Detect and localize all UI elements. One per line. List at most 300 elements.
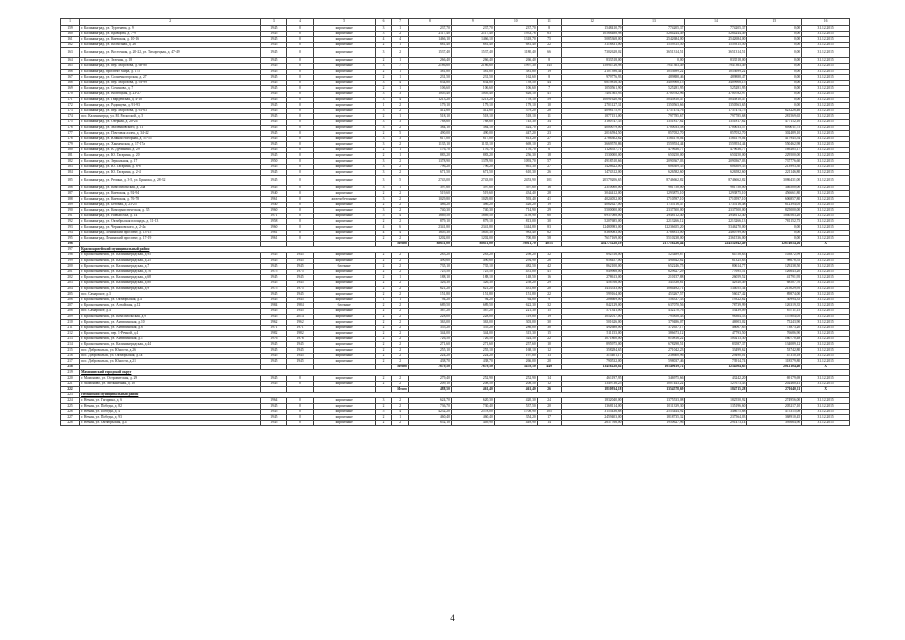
table-cell: 1433533,00 [561,286,623,292]
table-cell: 2117,40 [408,31,451,37]
table-cell: 1945 [287,348,313,354]
table-cell: 7679,50 [451,364,494,370]
table-cell: 1810934,18 [561,387,623,393]
table-cell: 62 [537,230,561,236]
table-cell: 63 [537,31,561,37]
table-cell: 344,00 [408,331,451,337]
table-cell: 2186,60 [451,63,494,69]
table-cell: 1 [392,114,409,120]
table-cell: кирпичные [313,119,375,125]
table-cell: 80614,77 [685,264,747,270]
table-cell: 31.12.2015 [802,114,850,120]
table-cell: 494642,82 [623,258,685,264]
table-cell: 486,20 [451,202,494,208]
table-cell: 0 [287,185,313,191]
table-cell: 3 [375,91,392,97]
table-cell: 271640,11 [747,387,802,393]
table-cell: 1945 [261,37,287,43]
table-cell: 621,20 [451,286,494,292]
table-cell: 1050561,90 [561,86,623,92]
table-cell: 31.12.2015 [802,297,850,303]
table-cell: 1029,80 [451,197,494,203]
table-cell: кирпичные [313,136,375,142]
table-cell: 681,40 [451,42,494,48]
table-cell: 31.12.2015 [802,147,850,153]
row-number: 221 [61,381,80,387]
table-cell: 1537,40 [451,48,494,58]
table-cell: 2337500,00 [685,208,747,214]
table-cell: 2 [392,320,409,326]
row-number: 223 [61,392,80,398]
table-cell: 31.12.2015 [802,320,850,326]
table-cell: 1945 [261,80,287,86]
table-cell: 3118831,00 [561,42,623,48]
table-cell: 449,90 [494,420,537,426]
table-cell: 1945 [287,308,313,314]
table-cell: 626,10 [494,91,537,97]
table-cell: 3 [375,208,392,214]
table-cell: 31.12.2015 [802,325,850,331]
table-cell: 0 [287,208,313,214]
table-cell: 151,80 [408,292,451,298]
column-number-header: 11 [537,19,561,26]
table-cell: 31.12.2015 [802,275,850,281]
table-cell: 1029,80 [408,197,451,203]
table-cell: 501626,00 [561,320,623,326]
table-cell: 1053699,22 [685,69,747,75]
table-cell: 0 [287,415,313,421]
table-cell: 31.12.2015 [802,292,850,298]
table-cell: 774205,37 [685,26,747,32]
page-number: 4 [450,613,455,623]
table-cell: 1960 [261,225,287,231]
table-cell: 94,20 [451,297,494,303]
table-cell: 20 [537,359,561,365]
column-number-header: 14 [685,19,747,26]
table-cell: 30994,35 [747,297,802,303]
table-cell: 77695,51 [685,269,747,275]
table-cell: 1961 [261,236,287,242]
table-cell: Итого [392,241,409,247]
table-cell: 650250,00 [623,153,685,159]
table-cell: 488,50 [408,387,451,393]
table-cell: 2186,60 [408,63,451,69]
table-cell: 22 [537,42,561,48]
table-cell: 31.12.2015 [802,398,850,404]
table-cell: 1961 [261,230,287,236]
table-cell: 176,70 [451,147,494,153]
table-cell: кирпичные [313,320,375,326]
table-cell: 622,30 [494,303,537,309]
table-cell: 1945 [261,63,287,69]
table-cell: 2 [375,191,392,197]
table-cell: 4024052,00 [561,197,623,203]
table-cell: 519,60 [408,191,451,197]
table-cell: 637070,56 [623,303,685,309]
table-cell: 379,20 [494,108,537,114]
table-cell: 10568488,98 [561,31,623,37]
table-cell: 678298,51 [623,342,685,348]
table-cell: кирпичные [313,114,375,120]
table-cell: 1982 [261,331,287,337]
table-cell: 1011339,30 [623,404,685,410]
table-cell: 179,10 [408,103,451,109]
table-cell: 1945 [261,31,287,37]
table-cell: 460,40 [408,415,451,421]
row-number: 214 [61,342,80,348]
table-cell: 797785,68 [685,114,747,120]
table-cell: 355,20 [408,325,451,331]
table-cell: 0,00 [747,37,802,43]
table-cell: 524,50 [494,336,537,342]
table-cell: 1293875,10 [685,191,747,197]
table-cell: 1945 [261,252,287,258]
table-cell: 64758,63 [685,252,747,258]
table-cell: 2 [392,208,409,214]
row-number: 167 [61,75,80,81]
table-cell: 689,50 [451,303,494,309]
table-cell: 8 [537,26,561,32]
table-cell: 4013 [537,241,561,247]
table-cell: 3700782,97 [685,91,747,97]
table-cell: 31.12.2015 [802,86,850,92]
table-cell: 1877151,00 [561,114,623,120]
table-cell: 810816,22 [623,336,685,342]
table-cell: 30 [537,325,561,331]
address-cell: г. Калининград, ул. Репина, д. 3-5, ул. Брянска, д. 28-32 [80,175,261,185]
table-cell: 75 [537,37,561,43]
table-cell: 88611,00 [408,241,451,247]
table-cell: 2578,00 [451,409,494,415]
table-cell: 145 [537,63,561,69]
table-cell: 17 [537,415,561,421]
table-cell: 736,70 [408,404,451,410]
table-cell: 303,00 [494,320,537,326]
column-number-header: 2 [80,19,261,26]
table-cell: 31.12.2015 [802,175,850,185]
table-cell: 3700782,96 [623,91,685,97]
table-cell: 1093,70 [494,159,537,165]
table-cell: 2341,80 [408,225,451,231]
table-cell: 98364,53 [685,314,747,320]
table-cell: 31.12.2015 [802,415,850,421]
table-cell: 1945 [261,108,287,114]
table-cell: 30 [537,320,561,326]
table-cell: 692516,00 [561,252,623,258]
row-number: 182 [61,159,80,165]
table-cell: 229500,00 [747,153,802,159]
table-cell: 796,20 [451,164,494,170]
table-cell: 613,20 [494,136,537,142]
table-cell: 179,10 [451,103,494,109]
table-cell: 3788813,00 [623,230,685,236]
table-cell: 2542684,00 [623,37,685,43]
table-cell: 1971 [261,213,287,219]
table-cell: 160770,48 [747,336,802,342]
address-cell: г. Калининград, ул. В. Дубинина, д. 29 [80,147,261,153]
table-cell: 157804,05 [747,314,802,320]
table-cell: 1213,20 [451,97,494,103]
table-cell: 1945 [261,175,287,185]
table-cell: 25 [537,125,561,131]
table-cell: 1945 [261,297,287,303]
table-cell: 162,60 [494,75,537,81]
table-cell: 3 [375,125,392,131]
table-cell: 2341,80 [451,225,494,231]
table-cell: 600011,75 [747,125,802,131]
table-cell: 0 [287,170,313,176]
table-cell: 475315,08 [747,409,802,415]
table-cell: 2 [375,42,392,48]
table-cell: 1945 [261,119,287,125]
table-cell: кирпичные [313,236,375,242]
table-cell: 41791,95 [747,275,802,281]
row-number: 216 [61,353,80,359]
row-number: 183 [61,164,80,170]
table-cell: 1982 [287,331,313,337]
table-cell: 31.12.2015 [802,97,850,103]
table-cell: 1960 [261,208,287,214]
table-cell: 2 [392,219,409,225]
table-cell: 2310000,00 [561,185,623,191]
table-cell: 479636,77 [685,147,747,153]
table-cell: 31.12.2015 [802,159,850,165]
table-cell: 2786302,62 [561,136,623,142]
table-cell: 169285,17 [747,147,802,153]
table-cell: 3 [375,159,392,165]
table-cell: 1984 [287,303,313,309]
table-cell: 895975,00 [561,342,623,348]
table-cell: 381,80 [451,69,494,75]
row-number: 193 [61,225,80,231]
table-cell: 2 [392,159,409,165]
table-cell: 397,60 [408,185,451,191]
table-cell: кирпичные [313,37,375,43]
table-cell: 1945 [261,97,287,103]
table-cell: 302489,10 [747,131,802,137]
table-cell: 5045810,47 [685,97,747,103]
address-cell: г. Краснознаменск, ул. Калининградская, д.95 [80,252,261,258]
table-cell: 518,10 [494,114,537,120]
table-cell: 981750,00 [685,185,747,191]
table-cell: 0 [287,409,313,415]
table-cell: 795858,43 [623,314,685,320]
table-cell: 46903,02 [685,320,747,326]
table-cell: 740,30 [408,208,451,214]
address-cell: пос. Добровольск, ул. Октябрьская, д.1а [80,353,261,359]
table-cell: 278613,00 [561,275,623,281]
table-cell: 31.12.2015 [802,208,850,214]
table-cell: кирпичные [313,409,375,415]
table-cell: 571341,00 [561,308,623,314]
address-cell: г. Калининград, ул. Беговая, д. 23-25 [80,202,261,208]
address-cell: г. Калининград, ул. Киевская, д. 76-78 [80,197,261,203]
table-cell: 2 [392,264,409,270]
table-cell: 298,20 [494,252,537,258]
table-cell: 1945 [261,86,287,92]
table-cell: 4082627,00 [561,202,623,208]
table-cell: 2 [375,415,392,421]
table-cell: 105 [537,409,561,415]
table-cell: кирпичные [313,292,375,298]
table-cell: 833518,00 [685,58,747,64]
table-cell: кирпичные [313,342,375,348]
table-cell: 1945 [261,26,287,32]
table-cell: 31.12.2015 [802,80,850,86]
table-cell: 98678,55 [747,258,802,264]
column-number-header: 9 [451,19,494,26]
table-cell: 453267,57 [623,292,685,298]
table-cell: 237,70 [494,26,537,32]
table-cell: кирпичные [313,31,375,37]
table-cell: 89874,00 [747,292,802,298]
table-cell: 1975 [261,286,287,292]
table-cell: 31.12.2015 [802,230,850,236]
table-cell: 2 [392,252,409,258]
table-cell: 258,20 [494,280,537,286]
table-cell: 2 [392,376,409,382]
table-cell: 1945 [261,308,287,314]
table-cell: кирпичные [313,208,375,214]
table-cell: 781152,75 [747,219,802,225]
table-cell: 15 [537,331,561,337]
table-cell: 31.12.2015 [802,252,850,258]
row-number: 201 [61,269,80,275]
row-number: 164 [61,58,80,64]
table-cell: 6819816,30 [561,80,623,86]
table-cell: 397,60 [451,185,494,191]
address-cell: г. Калининград, ул. Маленковского, д. 11 [80,125,261,131]
table-cell: 31.12.2015 [802,31,850,37]
table-cell: 68507,70 [747,280,802,286]
table-cell: 797785,67 [623,114,685,120]
table-cell: 31.12.2015 [802,303,850,309]
table-cell: 345338,61 [623,280,685,286]
table-cell: 3 [375,97,392,103]
row-number: 209 [61,314,80,320]
table-cell: 363,00 [408,320,451,326]
table-cell: 1007443,22 [623,381,685,387]
table-cell: 2213266,13 [685,219,747,225]
table-cell: 94,20 [408,297,451,303]
row-number: 207 [61,303,80,309]
table-cell: 0 [287,213,313,219]
table-cell: 2948112,40 [685,213,747,219]
table-cell: 5045810,47 [623,97,685,103]
column-number-header: 5 [313,19,375,26]
table-cell: 3 [375,170,392,176]
table-cell: кирпичные [313,42,375,48]
table-cell: 3 [392,136,409,142]
table-cell: 2 [392,303,409,309]
table-cell: 857052,70 [685,131,747,137]
table-cell: 661,30 [494,164,537,170]
table-cell: 624,70 [408,398,451,404]
row-number: 197 [61,247,80,253]
table-cell: 31.12.2015 [802,153,850,159]
table-cell: 0,00 [623,58,685,64]
address-cell: г. Калининград, ул. Октябрьская площадь, д. 11-13 [80,219,261,225]
table-cell: 4232,20 [408,409,451,415]
table-cell: 271,60 [408,342,451,348]
table-cell: 13416228,82 [561,364,623,370]
table-cell: 681,40 [408,42,451,48]
housing-register-table-wrap [60,18,850,426]
table-cell: 127673,43 [685,381,747,387]
table-cell: 1737474,76 [623,108,685,114]
table-cell: 3 [375,80,392,86]
table-cell: 1 [392,297,409,303]
table-cell: 490,00 [408,131,451,137]
address-cell: г. Краснознаменск, ул. Калининградская, д.7 [80,264,261,270]
table-cell: 4 [375,225,392,231]
table-cell: 106,60 [494,86,537,92]
table-cell: 0,00 [747,103,802,109]
table-cell: кирпичные [313,230,375,236]
table-cell: 10 [537,103,561,109]
table-cell: 813,00 [494,219,537,225]
table-cell: кирпичные [313,331,375,337]
table-cell: 1945 [261,359,287,365]
table-cell: 1945 [287,258,313,264]
table-cell: 0,00 [747,97,802,103]
table-cell: 434,40 [494,191,537,197]
table-cell: 57 [537,159,561,165]
table-cell: 2701127,31 [561,103,623,109]
table-cell: 119,80 [494,314,537,320]
table-cell: 1351817,62 [623,119,685,125]
table-cell: 381,80 [494,69,537,75]
table-cell: 2 [392,314,409,320]
table-cell: 1005,40 [408,91,451,97]
table-cell: 623226,46 [747,108,802,114]
table-cell: 1735116,47 [623,202,685,208]
table-cell: 252,90 [494,376,537,382]
table-cell: 31.12.2015 [802,308,850,314]
table-cell: 61325,63 [685,258,747,264]
table-cell: 11 [537,114,561,120]
table-cell: 1945 [261,125,287,131]
table-cell: кирпичные [313,398,375,404]
table-cell: кирпичные [313,86,375,92]
row-number: 160 [61,31,80,37]
address-cell: г. Краснознаменск, ул. Антипинская, д.10 [80,320,261,326]
table-cell: 0 [287,159,313,165]
table-cell: 2107396,44 [561,69,623,75]
table-cell: 53439,09 [685,308,747,314]
table-cell: 598037,46 [623,359,685,365]
table-cell: 367,20 [451,308,494,314]
table-cell: 238600,96 [623,353,685,359]
table-cell: 0 [287,398,313,404]
table-cell: 617,00 [408,136,451,142]
table-cell: 31.12.2015 [802,420,850,426]
address-cell: г. Калининград, ул. Колхозная, д. 26 [80,42,261,48]
table-cell: 2 [375,58,392,64]
column-number-header: 10 [494,19,537,26]
row-number: 178 [61,136,80,142]
row-number: 220 [61,376,80,382]
table-cell: 2 [375,303,392,309]
table-cell: 0,00 [747,91,802,97]
address-cell: г. Краснознаменск, ул. Калининградская, д.76 [80,269,261,275]
table-cell: 0 [287,108,313,114]
table-cell: 355,20 [451,325,494,331]
table-cell: 0,00 [747,31,802,37]
address-cell: г. Калининград, ул. Гвардейская, д. 4-10 [80,97,261,103]
table-cell: 224552942,49 [685,241,747,247]
table-cell: 205217,10 [747,404,802,410]
